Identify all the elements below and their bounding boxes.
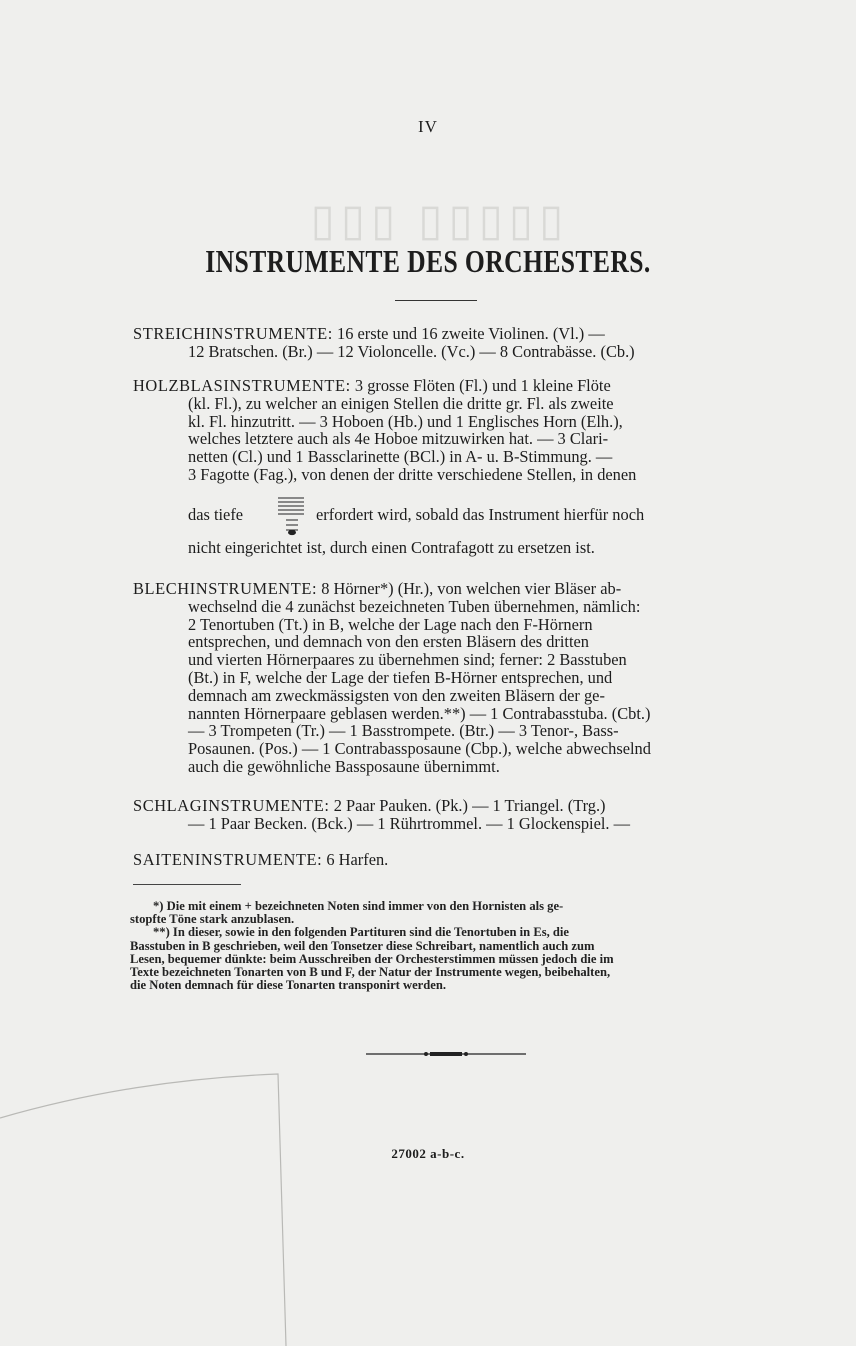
brass-text-10: Posaunen. (Pos.) — 1 Contrabassposaune (Cbp.), welche abwechselnd [188,739,651,759]
brass-heading: BLECHINSTRUMENTE: [133,579,318,598]
brass-text-7: demnach am zweckmässigsten von den zweiten Bläsern der ge- [188,685,605,705]
brass-text-1: 8 Hörner*) (Hr.), von welchen vier Bläser ab- [321,579,622,598]
title-rule [395,300,477,301]
ornament-divider-icon [366,1048,526,1060]
strings-heading: STREICHINSTRUMENTE: [133,324,333,343]
strings-section [133,325,763,361]
strings-text-2: 12 Bratschen. (Br.) — 12 Violoncelle. (Vc.) — 8 Contrabässe. (Cb.) [188,341,635,361]
footnotes [130,900,770,992]
brass-text-9: — 3 Trompeten (Tr.) — 1 Basstrompete. (Btr.) — 3 Tenor-, Bass- [188,721,619,741]
staff-text-before: das tiefe [188,504,244,524]
brass-text-5: und vierten Hörnerpaares zu übernehmen sind; ferner: 2 Basstuben [188,650,627,670]
brass-text-3: 2 Tenortuben (Tt.) in B, welche der Lage nach den F-Hörnern [188,614,593,634]
strings-text-1: 16 erste und 16 zweite Violinen. (Vl.) — [337,324,605,343]
brass-text-4: entsprechen, und demnach von den ersten Bläsern des dritten [188,632,589,652]
woodwinds-text-3: kl. Fl. hinzutritt. — 3 Hoboen (Hb.) und 1 Englisches Horn (Elh.), [188,411,623,431]
page-number: IV [418,117,438,136]
footnote-2-line-3: Lesen, bequemer dünkte: beim Ausschreiben der Orchesterstimmen müssen jedoch die im [130,951,614,966]
footnote-2-line-5: die Noten demnach für diese Tonarten transponirt werden. [130,978,447,993]
brass-text-11: auch die gewöhnliche Bassposaune übernimmt. [188,756,500,776]
brass-text-2: wechselnd die 4 zunächst bezeichneten Tuben übernehmen, nämlich: [188,596,641,616]
harps-line [133,851,763,869]
percussion-text-1: 2 Paar Pauken. (Pk.) — 1 Triangel. (Trg.) [333,796,606,815]
staff-text-after: erfordert wird, sobald das Instrument hierfür noch [316,504,645,524]
percussion-line-1 [133,797,763,815]
woodwinds-heading: HOLZBLASINSTRUMENTE: [133,376,351,395]
footnote-1-line-1: *) Die mit einem + bezeichneten Noten sind immer von den Hornisten als ge- [153,899,564,913]
page-title: INSTRUMENTE DES ORCHESTERS. [205,243,651,279]
brass-text-8: nannten Hörnerpaare geblasen werden.**) — 1 Contrabasstuba. (Cbt.) [188,703,651,723]
percussion-text-2: — 1 Paar Becken. (Bck.) — 1 Rührtrommel. — 1 Glockenspiel. — [188,813,631,833]
percussion-section [133,797,763,833]
percussion-heading: SCHLAGINSTRUMENTE: [133,796,330,815]
footnote-2-line-2: Basstuben in B geschrieben, weil den Tonsetzer diese Schreibart, namentlich auch zum [130,938,595,953]
woodwinds-line-1 [133,377,763,395]
brass-section [133,580,763,776]
woodwinds-text-2: (kl. Fl.), zu welcher an einigen Stellen die dritte gr. Fl. als zweite [188,393,614,413]
strings-line-1 [133,325,763,343]
brass-text-6: (Bt.) in F, welche der Lage der tiefen B-Hörner entsprechen, und [188,667,613,687]
woodwinds-text-4: welches letztere auch als 4e Hoboe mitzuwirken hat. — 3 Clari- [188,429,609,449]
footnote-1-line-2: stopfte Töne stark anzublasen. [130,912,295,927]
woodwinds-closing: nicht eingerichtet ist, durch einen Contrafagott zu ersetzen ist. [188,537,595,557]
catalog-number: 27002 a-b-c. [391,1146,465,1161]
underlying-page-edge-decoration [0,1070,290,1346]
harps-section [133,851,763,869]
footnote-2-line-4: Texte bezeichneten Tonarten von B und F, der Natur der Instrumente wegen, beibehalten, [130,965,611,980]
harps-heading: SAITENINSTRUMENTE: [133,850,323,869]
brass-line-1 [133,580,763,598]
show-through-decoration: ▯▯▯ ▯▯▯▯▯ [310,196,570,245]
footnote-rule [133,884,241,885]
staff-example-line [133,491,763,539]
low-note-staff-icon [278,494,306,536]
harps-text: 6 Harfen. [326,850,389,869]
woodwinds-section [133,377,763,557]
woodwinds-text-6: 3 Fagotte (Fag.), von denen der dritte verschiedene Stellen, in denen [188,464,637,484]
woodwinds-text-5: netten (Cl.) und 1 Bassclarinette (BCl.) in A- u. B-Stimmung. — [188,447,613,467]
footnote-2-line-1: **) In dieser, sowie in den folgenden Partituren sind die Tenortuben in Es, die [153,925,570,940]
woodwinds-text-1: 3 grosse Flöten (Fl.) und 1 kleine Flöte [354,376,611,395]
